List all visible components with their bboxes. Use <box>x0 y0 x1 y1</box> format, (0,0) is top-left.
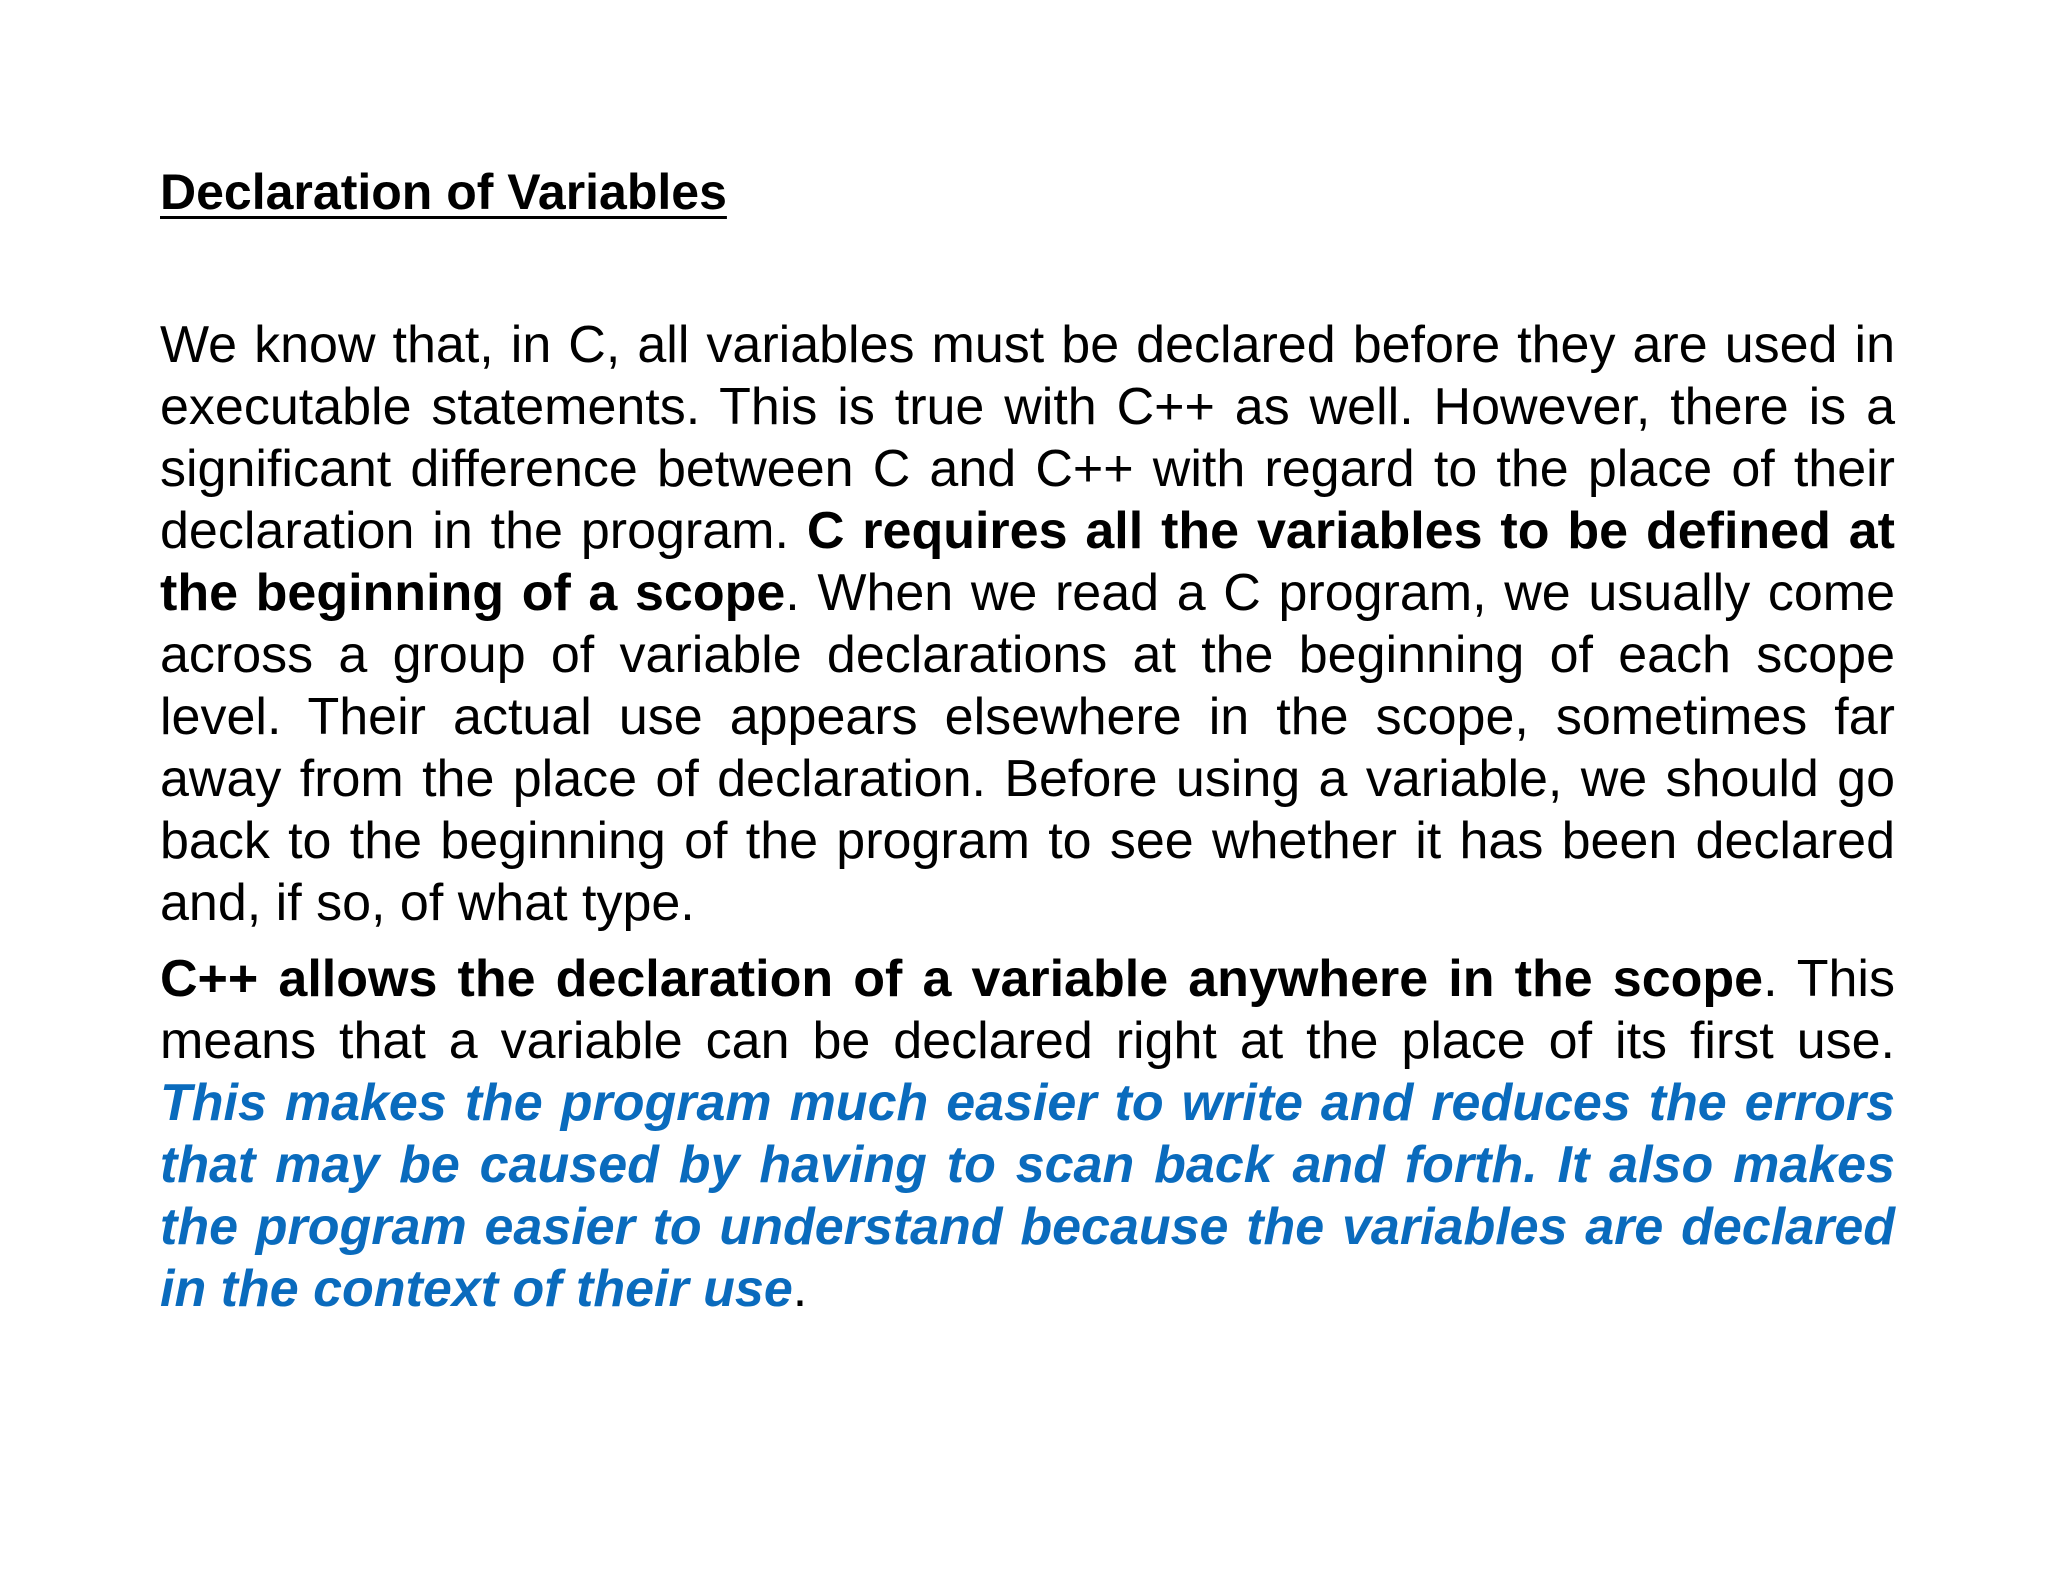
bold-statement-cpp-allows: C++ allows the declaration of a variable anywhere in the scope <box>160 950 1764 1008</box>
slide-content <box>160 160 1895 1320</box>
paragraph-text: . When we read a C program, we usually come across a group of variable declarations at the beginning of each scope level. Their actual use appears elsewhere in the scope, sometimes far away from the place of declaration. Before using a variable, we should go back to the beginning of the program to see whether it has been declared and, if so, of what type. <box>160 564 1895 932</box>
paragraph-text: We know that, in C, all variables must be declared before they are used in executable statements. This is true with C++ as well. However, there is a significant difference between C and C++ with regard to the place of their declaration in the program. <box>160 316 1895 560</box>
emphasized-benefit-text: This makes the program much easier to write and reduces the errors that may be caused by having to scan back and forth. It also makes the program easier to understand because the variables are declared in the context of their use <box>160 1074 1895 1318</box>
bold-statement-c-requires: C requires all the variables to be defined at the beginning of a scope <box>160 502 1895 622</box>
slide-heading: Declaration of Variables <box>160 164 727 220</box>
paragraph-text: . <box>792 1260 808 1318</box>
paragraph-text: . This means that a variable can be declared right at the place of its first use. <box>160 950 1895 1070</box>
paragraph-cpp-declarations <box>160 948 1895 1320</box>
paragraph-c-declarations <box>160 314 1895 934</box>
